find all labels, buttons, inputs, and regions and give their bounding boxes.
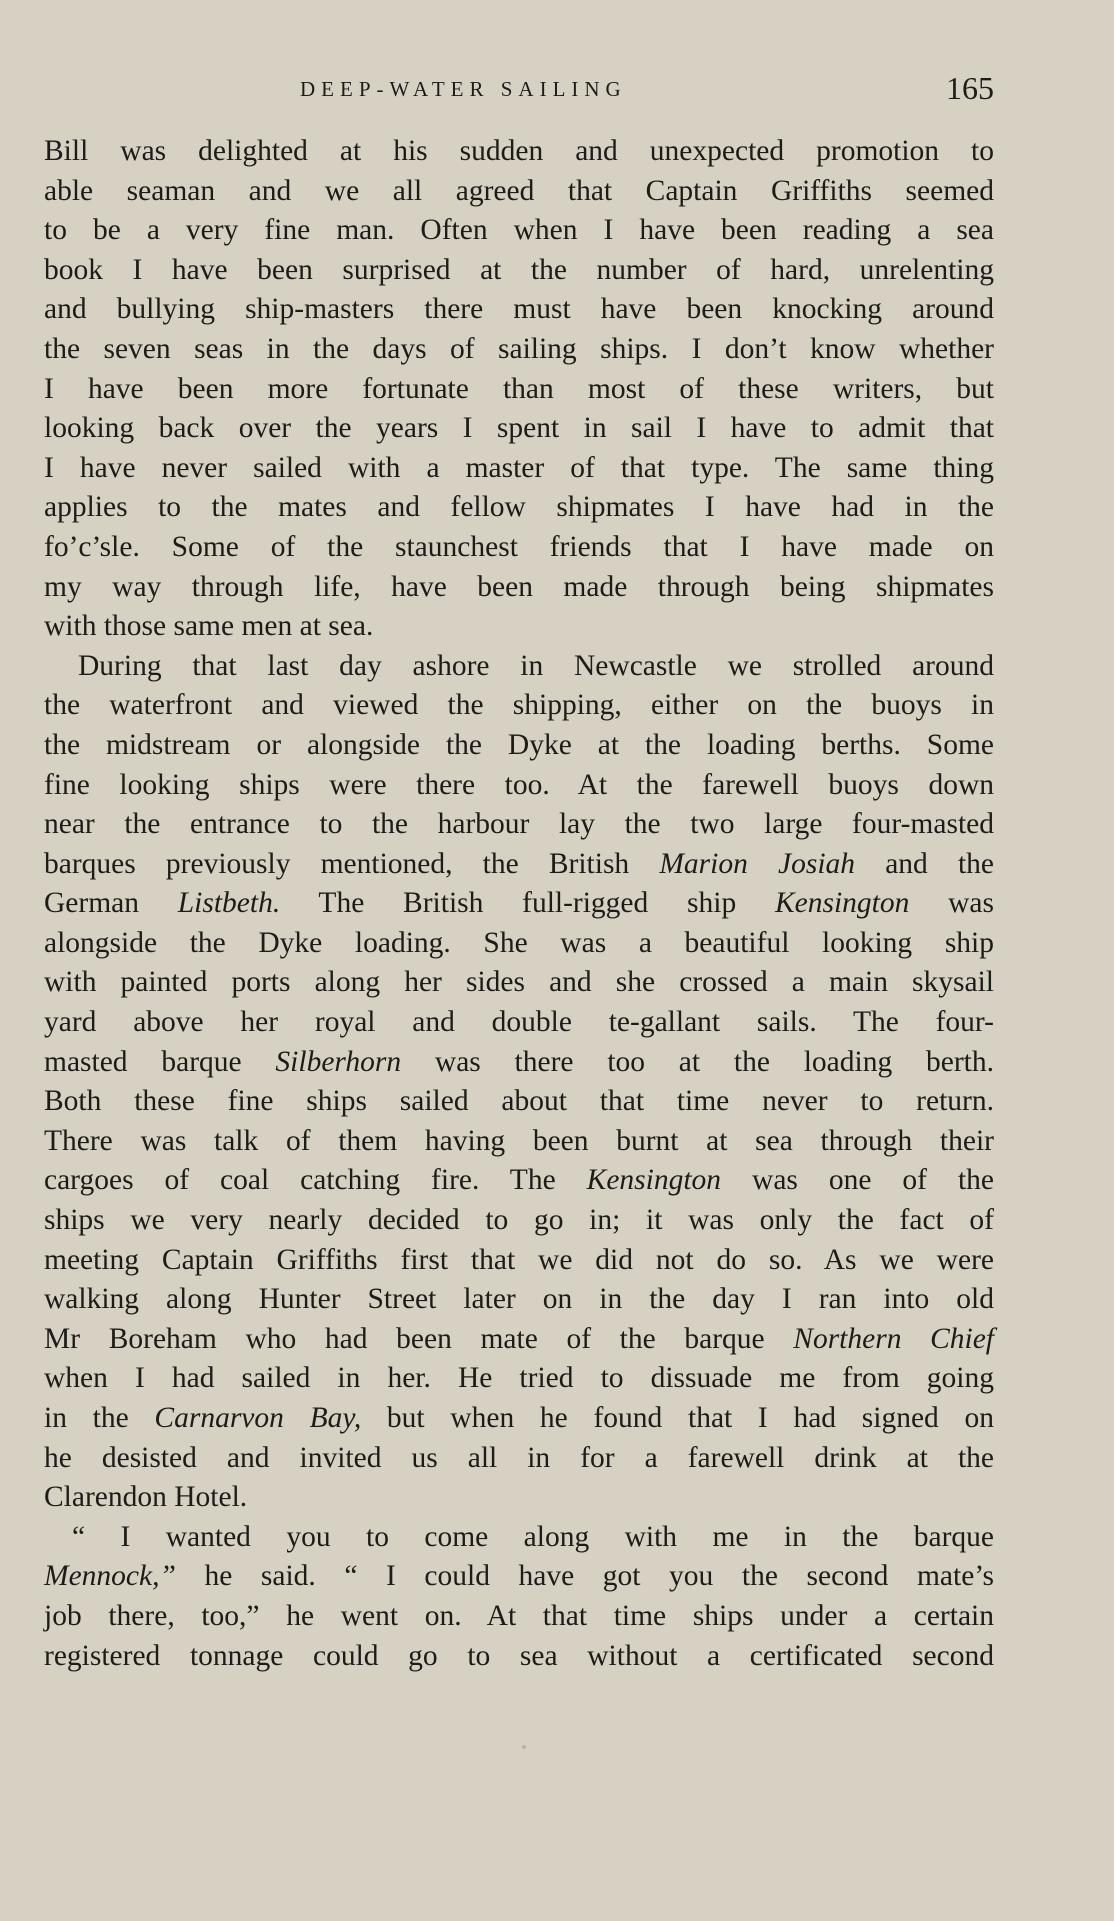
ship-name: Carnarvon Bay,	[154, 1402, 362, 1434]
text-line: he desisted and invited us all in for a farewell drink at the	[44, 1441, 994, 1474]
ship-name: Kensington	[586, 1164, 722, 1197]
ship-name: Marion Josiah	[659, 847, 856, 880]
text-line: near the entrance to the harbour lay the two large four-masted	[44, 808, 994, 841]
text-line: registered tonnage could go to sea without a certificated second	[44, 1639, 994, 1672]
text-line: ships we very nearly decided to go in; it was only the fact of	[44, 1204, 994, 1237]
text-line: cargoes of coal catching fire. The Kensington was one of the	[44, 1164, 995, 1197]
text-line: There was talk of them having been burnt at sea through their	[44, 1124, 994, 1157]
text-line: barques previously mentioned, the British Marion Josiah and the	[44, 847, 994, 880]
text-line: Mr Boreham who had been mate of the barque Northern Chief	[44, 1322, 994, 1355]
text-line: book I have been surprised at the number of hard, unrelenting	[44, 253, 994, 286]
text-line: I have never sailed with a master of that type. The same thing	[44, 451, 994, 484]
text-line: Bill was delighted at his sudden and unexpected promotion to	[44, 135, 994, 167]
text-line: able seaman and we all agreed that Captain Griffiths seemed	[44, 174, 994, 207]
text-line: alongside the Dyke loading. She was a beautiful looking ship	[44, 926, 994, 959]
text-line: Mennock,” he said. “ I could have got you the second mate’s	[44, 1560, 994, 1593]
text-line: my way through life, have been made through being shipmates	[44, 570, 994, 603]
text-line: to be a very fine man. Often when I have been reading a sea	[44, 214, 994, 247]
ship-name: Kensington	[774, 887, 910, 920]
text-line: yard above her royal and double te-gallant sails. The four-	[44, 1006, 994, 1039]
text-line: the waterfront and viewed the shipping, either on the buoys in	[44, 689, 994, 722]
running-head	[44, 70, 994, 110]
text-line: fine looking ships were there too. At the farewell buoys down	[44, 768, 994, 801]
running-title: DEEP-WATER SAILING	[300, 77, 627, 101]
ship-name: Silberhorn	[275, 1045, 402, 1078]
text-line: “ I wanted you to come along with me in the barque	[72, 1520, 994, 1553]
paper-speck	[522, 1745, 526, 1749]
text-line: Clarendon Hotel.	[44, 1481, 248, 1514]
text-line: meeting Captain Griffiths first that we did not do so. As we were	[44, 1243, 994, 1276]
text-line: walking along Hunter Street later on in the day I ran into old	[44, 1283, 994, 1316]
text-line: Both these fine ships sailed about that time never to return.	[44, 1085, 994, 1118]
text-line: applies to the mates and fellow shipmates I have had in the	[44, 491, 994, 524]
page-number: 165	[946, 70, 994, 106]
text-line: and bullying ship-masters there must have been knocking around	[44, 293, 994, 326]
text-line: masted barque Silberhorn was there too at the loading berth.	[44, 1045, 994, 1078]
text-line: job there, too,” he went on. At that time ships under a certain	[44, 1599, 994, 1632]
body-text	[44, 132, 994, 1676]
text-line: the midstream or alongside the Dyke at the loading berths. Some	[44, 728, 994, 761]
ship-name: Listbeth.	[177, 887, 281, 920]
text-line: I have been more fortunate than most of these writers, but	[44, 372, 994, 405]
ship-name: Mennock,”	[44, 1560, 176, 1593]
ship-name: Northern Chief	[793, 1322, 994, 1355]
text-line: with those same men at sea.	[44, 610, 374, 643]
text-line: fo’c’sle. Some of the staunchest friends that I have made on	[44, 530, 994, 563]
text-line: looking back over the years I spent in sail I have to admit that	[44, 412, 994, 445]
text-line: the seven seas in the days of sailing ships. I don’t know whether	[44, 332, 994, 365]
text-line: in the Carnarvon Bay, but when he found that I had signed on	[44, 1402, 994, 1434]
text-line: German Listbeth. The British full-rigged ship Kensington was	[44, 887, 994, 920]
text-line: During that last day ashore in Newcastle we strolled around	[78, 649, 994, 682]
text-line: when I had sailed in her. He tried to dissuade me from going	[44, 1362, 994, 1395]
text-line: with painted ports along her sides and she crossed a main skysail	[44, 966, 994, 999]
